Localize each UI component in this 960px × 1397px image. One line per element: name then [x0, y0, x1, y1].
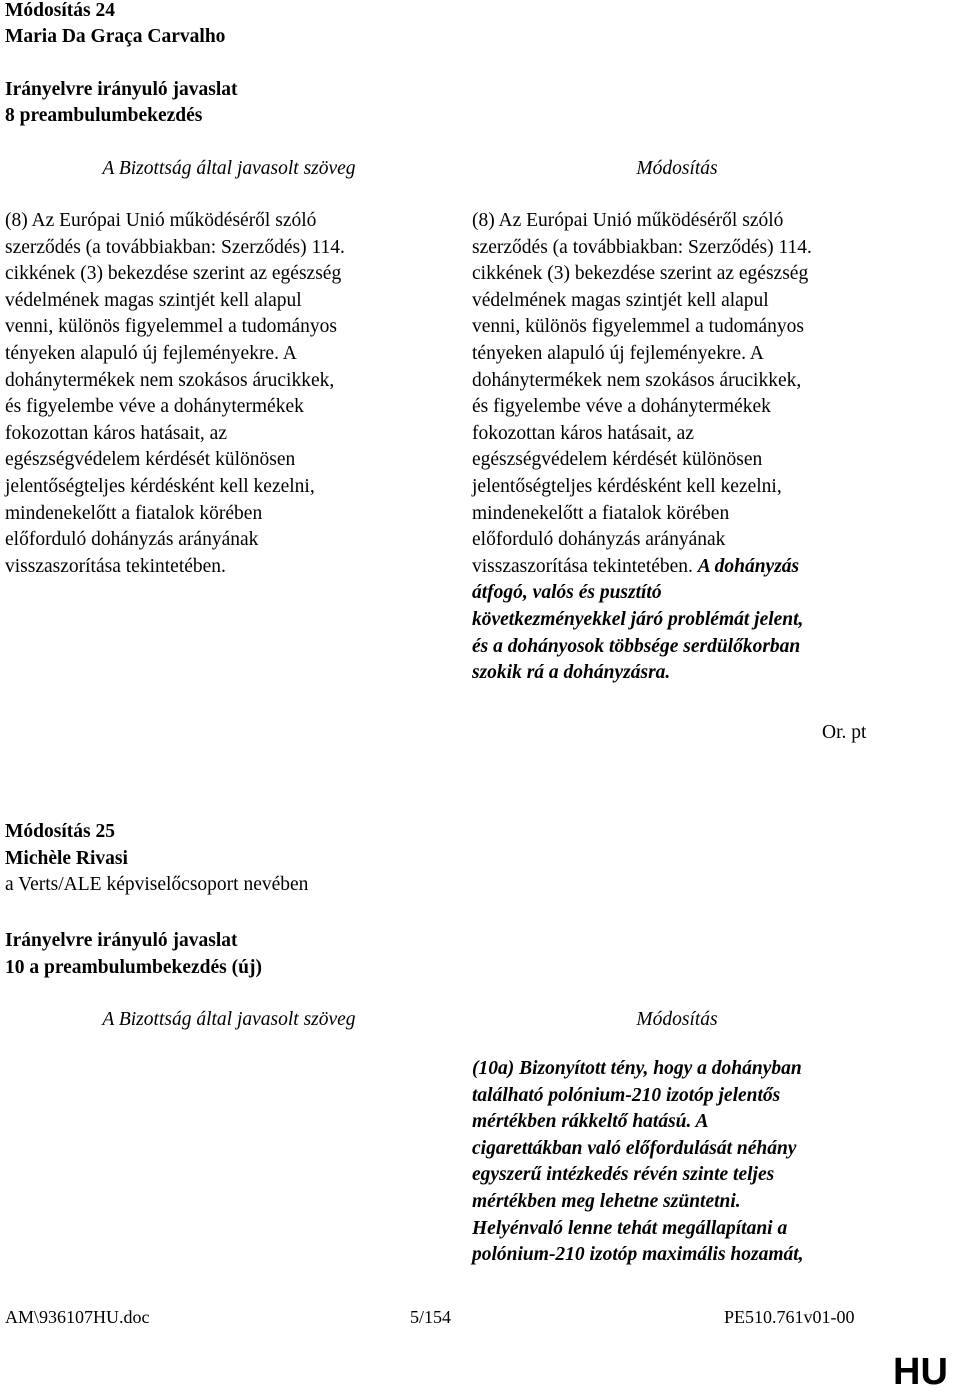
inserted-text-line: és a dohányosok többsége serdülőkorban — [472, 635, 801, 657]
inserted-text-line: (10a) Bizonyított tény, hogy a dohányban — [472, 1058, 802, 1079]
text-line: cikkének (3) bekezdése szerint az egészség — [5, 263, 342, 285]
amendment-24-left-column-header: A Bizottság által javasolt szöveg — [102, 158, 356, 179]
text-line: venni, különös figyelemmel a tudományos — [5, 316, 337, 338]
amendment-25-right-column-header: Módosítás — [636, 1009, 718, 1030]
inserted-text-line: átfogó, valós és pusztító — [472, 582, 662, 604]
amendment-24-proposal-type: Irányelvre irányuló javaslat — [5, 79, 238, 100]
text-line: egészségvédelem kérdését különösen — [5, 449, 296, 471]
text-line-plain: visszaszorítása tekintetében. — [472, 555, 698, 577]
text-line: szerződés (a továbbiakban: Szerződés) 114. — [472, 236, 812, 258]
amendment-25-amended-text — [472, 1056, 882, 1269]
inserted-text-line: szokik rá a dohányzásra. — [472, 662, 671, 684]
amendment-25-group: a Verts/ALE képviselőcsoport nevében — [5, 874, 309, 895]
amendment-24-commission-text — [5, 208, 415, 580]
text-line: egészségvédelem kérdését különösen — [472, 449, 763, 471]
text-line: jelentőségteljes kérdésként kell kezelni, — [5, 475, 315, 497]
amendment-25-proposal-type: Irányelvre irányuló javaslat — [5, 930, 238, 951]
amendment-24-reference: 8 preambulumbekezdés — [5, 105, 203, 126]
amendment-24-number: Módosítás 24 — [5, 0, 115, 21]
footer-document-reference: AM\936107HU.doc — [5, 1307, 150, 1327]
footer-pe-reference: PE510.761v01-00 — [724, 1307, 855, 1327]
inserted-text-line: egyszerű intézkedés révén szinte teljes — [472, 1164, 775, 1186]
text-line: szerződés (a továbbiakban: Szerződés) 114. — [5, 236, 345, 258]
amendment-25-left-column-header: A Bizottság által javasolt szöveg — [102, 1009, 356, 1030]
text-line: és figyelembe véve a dohánytermékek — [472, 396, 771, 418]
amendment-25-author: Michèle Rivasi — [5, 848, 128, 869]
text-line: (8) Az Európai Unió működéséről szóló — [472, 210, 784, 231]
text-line: előforduló dohányzás arányának — [472, 529, 726, 551]
inserted-text-line: polónium-210 izotóp maximális hozamát, — [472, 1244, 804, 1266]
text-line: fokozottan káros hatásait, az — [472, 422, 694, 444]
text-line-mixed — [472, 554, 882, 581]
text-line: és figyelembe véve a dohánytermékek — [5, 396, 304, 418]
text-line: visszaszorítása tekintetében. — [5, 555, 226, 577]
inserted-text-line: található polónium-210 izotóp jelentős — [472, 1084, 781, 1106]
inserted-text-line: Helyénvaló lenne tehát megállapítani a — [472, 1217, 788, 1239]
inserted-text-line: mértékben meg lehetne szüntetni. — [472, 1190, 741, 1212]
amendment-25-reference: 10 a preambulumbekezdés (új) — [5, 957, 262, 978]
text-line: fokozottan káros hatásait, az — [5, 422, 227, 444]
text-line: mindenekelőtt a fiatalok körében — [5, 502, 263, 524]
inserted-text-line: mértékben rákkeltő hatású. A — [472, 1111, 709, 1133]
text-line: dohánytermékek nem szokásos árucikkek, — [5, 369, 335, 391]
original-language: Or. pt — [822, 722, 867, 743]
inserted-text-line: cigarettákban való előfordulását néhány — [472, 1137, 797, 1159]
inserted-text-line: következményekkel járó problémát jelent, — [472, 608, 804, 630]
text-line: védelmének magas szintjét kell alapul — [5, 289, 302, 311]
text-line: tényeken alapuló új fejleményekre. A — [5, 342, 297, 364]
text-line: tényeken alapuló új fejleményekre. A — [472, 342, 764, 364]
amendment-24-amended-text — [472, 208, 882, 687]
inserted-text: A dohányzás — [697, 555, 800, 577]
text-line: védelmének magas szintjét kell alapul — [472, 289, 769, 311]
text-line: (8) Az Európai Unió működéséről szóló — [5, 210, 317, 231]
amendment-25-number: Módosítás 25 — [5, 821, 115, 842]
amendment-24-author: Maria Da Graça Carvalho — [5, 26, 226, 47]
text-line: cikkének (3) bekezdése szerint az egészség — [472, 263, 809, 285]
text-line: dohánytermékek nem szokásos árucikkek, — [472, 369, 802, 391]
text-line: mindenekelőtt a fiatalok körében — [472, 502, 730, 524]
amendment-24-right-column-header: Módosítás — [636, 158, 718, 179]
text-line: jelentőségteljes kérdésként kell kezelni, — [472, 475, 782, 497]
text-line: előforduló dohányzás arányának — [5, 529, 259, 551]
footer-language-code: HU — [893, 1351, 948, 1393]
text-line: venni, különös figyelemmel a tudományos — [472, 316, 804, 338]
footer-page-number: 5/154 — [410, 1307, 452, 1327]
